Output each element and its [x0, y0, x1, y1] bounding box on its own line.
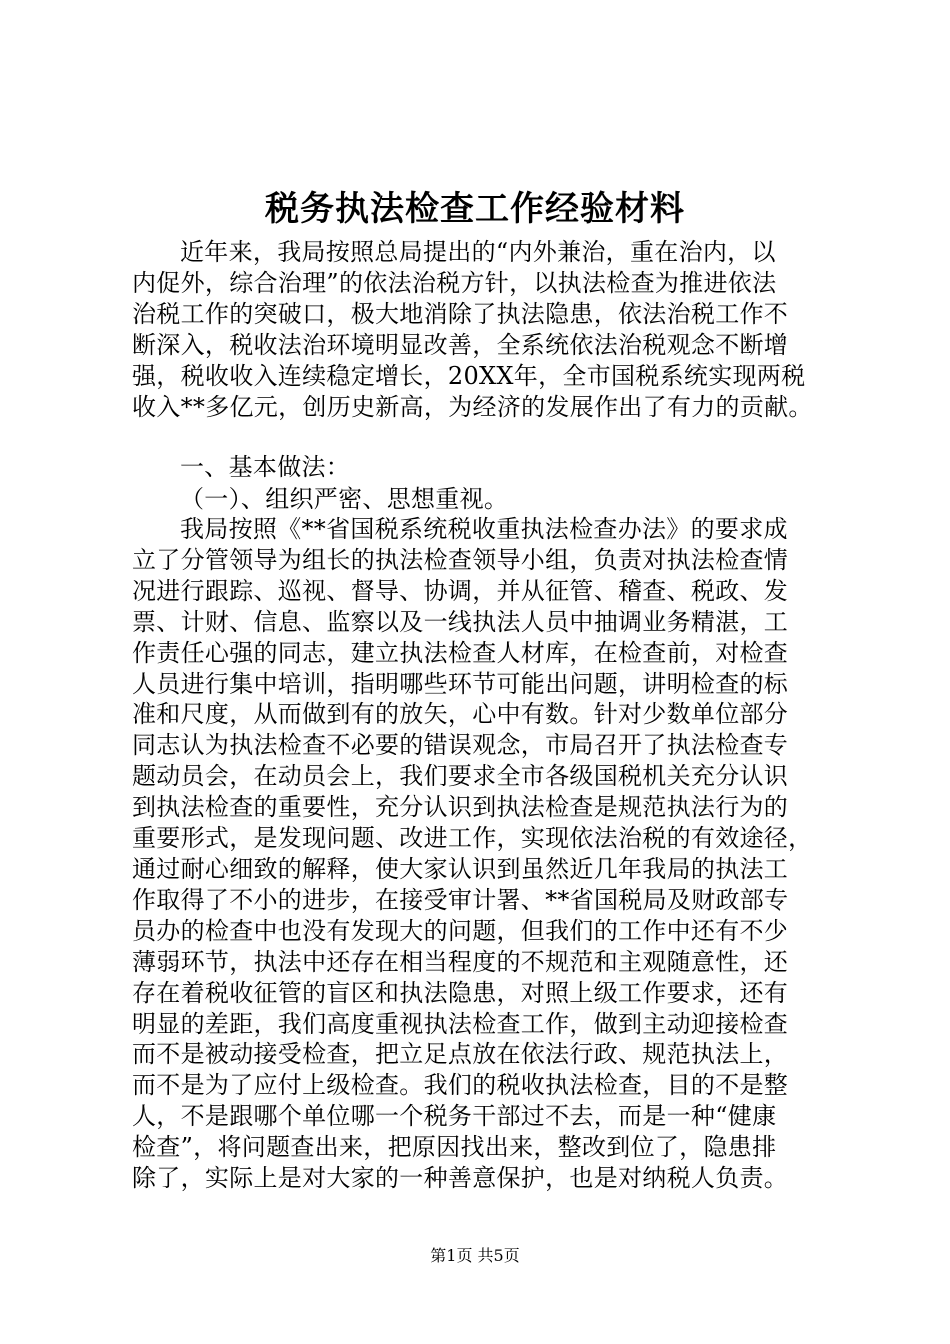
- paragraph-line: 通过耐心细致的解释，使大家认识到虽然近几年我局的执法工: [132, 854, 789, 883]
- paragraph-line: 我局按照《**省国税系统税收重执法检查办法》的要求成: [180, 515, 788, 543]
- section-heading-text: 一、基本做法：: [180, 453, 351, 481]
- paragraph-line: 员办的检查中也没有发现大的问题，但我们的工作中还有不少: [132, 916, 789, 945]
- paragraph-line: 而不是为了应付上级检查。我们的税收执法检查，目的不是整: [132, 1071, 789, 1100]
- section-heading: [132, 452, 832, 483]
- body-paragraph: [132, 514, 832, 1194]
- paragraph-line: 票、计财、信息、监察以及一线执法人员中抽调业务精湛，工: [132, 607, 789, 636]
- paragraph-line: 人，不是跟哪个单位哪一个税务干部过不去，而是一种“健康: [132, 1102, 777, 1131]
- paragraph-line: 除了，实际上是对大家的一种善意保护，也是对纳税人负责。: [132, 1164, 789, 1193]
- paragraph-line: 同志认为执法检查不必要的错误观念，市局召开了执法检查专: [132, 731, 789, 760]
- paragraph-line: 况进行跟踪、巡视、督导、协调，并从征管、稽查、税政、发: [132, 576, 789, 605]
- intro-paragraph: [132, 237, 832, 422]
- paragraph-line: 内促外，综合治理”的依法治税方针，以执法检查为推进依法: [132, 268, 777, 297]
- subsection-heading: [132, 484, 832, 515]
- paragraph-line: 检查”，将问题查出来，把原因找出来，整改到位了，隐患排: [132, 1133, 777, 1162]
- subsection-heading-text: （一）、组织严密、思想重视。: [180, 485, 509, 513]
- paragraph-line: 明显的差距，我们高度重视执法检查工作，做到主动迎接检查: [132, 1009, 789, 1038]
- paragraph-line: 重要形式，是发现问题、改进工作，实现依法治税的有效途径，: [132, 824, 813, 853]
- paragraph-line: 到执法检查的重要性，充分认识到执法检查是规范执法行为的: [132, 793, 789, 822]
- paragraph-line: 薄弱环节，执法中还存在相当程度的不规范和主观随意性，还: [132, 947, 789, 976]
- paragraph-line: 而不是被动接受检查，把立足点放在依法行政、规范执法上，: [132, 1040, 789, 1069]
- paragraph-line: 题动员会，在动员会上，我们要求全市各级国税机关充分认识: [132, 762, 789, 791]
- paragraph-line: 作责任心强的同志，建立执法检查人材库，在检查前，对检查: [132, 638, 789, 667]
- paragraph-line: 立了分管领导为组长的执法检查领导小组，负责对执法检查情: [132, 545, 789, 574]
- paragraph-line: 断深入，税收法治环境明显改善，全系统依法治税观念不断增: [132, 330, 789, 359]
- paragraph-line: 人员进行集中培训，指明哪些环节可能出问题，讲明检查的标: [132, 669, 789, 698]
- paragraph-line: 存在着税收征管的盲区和执法隐患，对照上级工作要求，还有: [132, 978, 789, 1007]
- paragraph-line: 治税工作的突破口，极大地消除了执法隐患，依法治税工作不: [132, 299, 789, 328]
- document-title: 税务执法检查工作经验材料: [265, 189, 685, 229]
- paragraph-line: 近年来，我局按照总局提出的“内外兼治，重在治内，以: [180, 238, 776, 266]
- page-number: 第1页 共5页: [430, 1246, 520, 1265]
- page-footer: [0, 1245, 950, 1267]
- paragraph-line: 收入**多亿元，创历史新高，为经济的发展作出了有力的贡献。: [132, 392, 813, 421]
- paragraph-line: 作取得了不小的进步，在接受审计署、**省国税局及财政部专: [132, 885, 789, 914]
- paragraph-line: 强，税收收入连续稳定增长，20XX年，全市国税系统实现两税: [132, 361, 806, 390]
- paragraph-line: 准和尺度，从而做到有的放矢，心中有数。针对少数单位部分: [132, 700, 789, 729]
